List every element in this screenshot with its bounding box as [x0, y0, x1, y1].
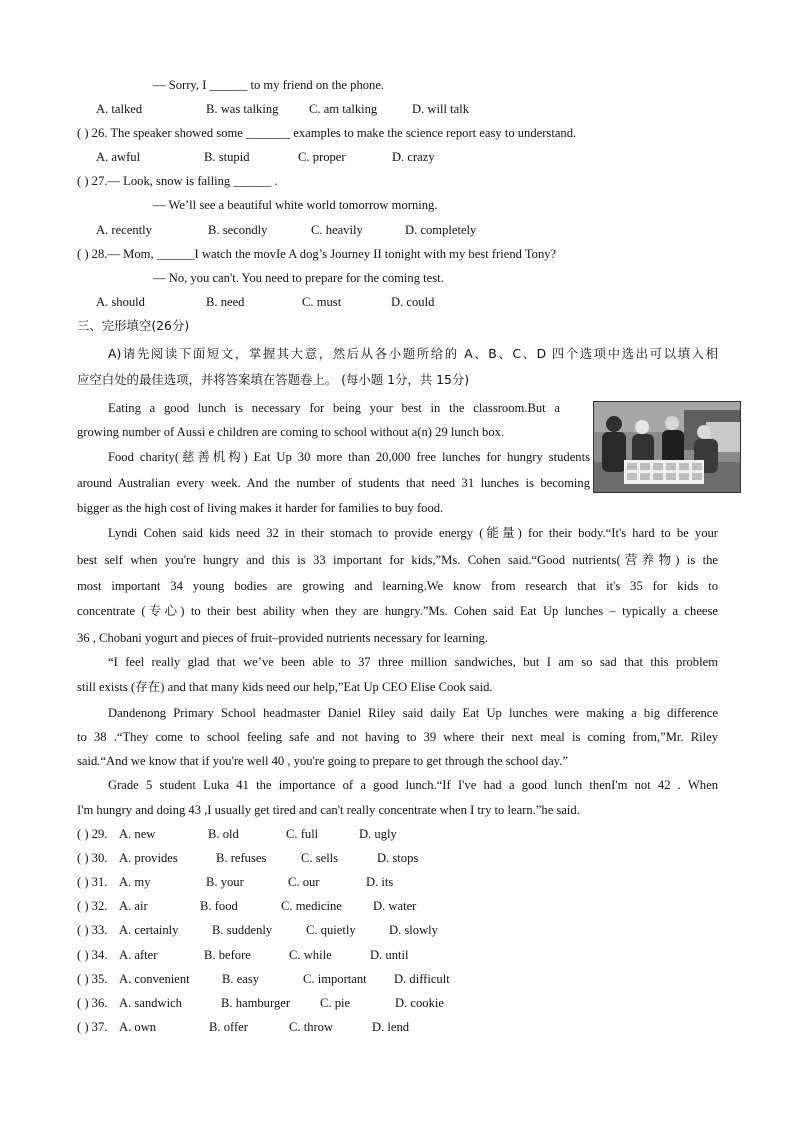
option-a: A. air — [119, 899, 148, 913]
option-d: D. water — [373, 899, 417, 913]
option-a: A. provides — [119, 851, 178, 865]
option-b: B. suddenly — [212, 923, 273, 937]
option-c: C. pie — [320, 996, 351, 1010]
q26-option-a: A. awful — [96, 150, 141, 164]
q26-stem: ( ) 26. The speaker showed some _______ examples to make the science report easy to understand. — [77, 126, 577, 140]
option-a: A. sandwich — [119, 996, 182, 1010]
option-c: C. quietly — [306, 923, 356, 937]
option-a: A. convenient — [119, 972, 190, 986]
option-c: C. full — [286, 827, 319, 841]
question-number: ( ) 35. — [77, 972, 108, 986]
q25-option-d: D. will talk — [412, 102, 470, 116]
option-d: D. until — [370, 948, 409, 962]
option-d: D. slowly — [389, 923, 438, 937]
option-a: A. after — [119, 948, 158, 962]
question-number: ( ) 36. — [77, 996, 108, 1010]
section-heading: 三、完形填空(26分) — [77, 318, 190, 333]
passage-line: said.“And we know that if you're well 40 , you're going to prepare to get through the school day.” — [77, 754, 568, 768]
q25-reply: — Sorry, I ______ to my friend on the phone. — [153, 78, 385, 92]
q27-option-d: D. completely — [405, 223, 477, 237]
q25-option-a: A. talked — [96, 102, 143, 116]
passage-line: Dandenong Primary School headmaster Daniel Riley said daily Eat Up lunches were making a big difference — [108, 706, 718, 720]
students-lunch-photo — [593, 401, 741, 493]
section-instruction-line1: A)请先阅读下面短文，掌握其大意，然后从各小题所给的 A、B、C、D 四个选项中选出可以填入相 — [108, 346, 718, 361]
option-b: B. before — [204, 948, 251, 962]
q28-option-c: C. must — [302, 295, 342, 309]
option-b: B. refuses — [216, 851, 267, 865]
option-d: D. lend — [372, 1020, 410, 1034]
passage-line: growing number of Aussi e children are coming to school without a(n) 29 lunch box. — [77, 425, 505, 439]
option-a: A. new — [119, 827, 156, 841]
question-number: ( ) 37. — [77, 1020, 108, 1034]
option-c: C. our — [288, 875, 320, 889]
option-a: A. certainly — [119, 923, 179, 937]
question-number: ( ) 31. — [77, 875, 108, 889]
option-c: C. important — [303, 972, 367, 986]
passage-line: best self when you're hungry and this is 33 important for kids,”Ms. Cohen said.“Good nutrients(营养物) is the — [77, 553, 718, 567]
option-c: C. while — [289, 948, 332, 962]
option-d: D. ugly — [359, 827, 397, 841]
passage-line: Eating a good lunch is necessary for being your best in the classroom.But a — [108, 401, 560, 415]
passage-line: I'm hungry and doing 43 ,I usually get tired and can't really concentrate when I try to learn.”he said. — [77, 803, 580, 817]
question-number: ( ) 29. — [77, 827, 108, 841]
q26-option-d: D. crazy — [392, 150, 435, 164]
option-a: A. my — [119, 875, 151, 889]
passage-line: bigger as the high cost of living makes it harder for families to buy food. — [77, 501, 444, 515]
q28-reply: — No, you can't. You need to prepare for the coming test. — [153, 271, 444, 285]
question-number: ( ) 32. — [77, 899, 108, 913]
option-d: D. its — [366, 875, 394, 889]
q27-stem: ( ) 27.— Look, snow is falling ______ . — [77, 174, 278, 188]
option-c: C. medicine — [281, 899, 342, 913]
passage-line: Lyndi Cohen said kids need 32 in their stomach to provide energy (能量) for their body.“It's hard to be your — [108, 526, 718, 540]
q27-option-b: B. secondly — [208, 223, 268, 237]
passage-line: still exists (存在) and that many kids need our help,”Eat Up CEO Elise Cook said. — [77, 680, 493, 694]
passage-line: “I feel really glad that we’ve been able to 37 three million sandwiches, but I am so sad that this problem — [108, 655, 718, 669]
q28-option-b: B. need — [206, 295, 245, 309]
option-b: B. easy — [222, 972, 260, 986]
q25-option-b: B. was talking — [206, 102, 279, 116]
question-number: ( ) 33. — [77, 923, 108, 937]
q27-option-c: C. heavily — [311, 223, 363, 237]
q25-option-c: C. am talking — [309, 102, 378, 116]
q27-reply: — We’ll see a beautiful white world tomorrow morning. — [153, 198, 438, 212]
passage-line: Grade 5 student Luka 41 the importance of a good lunch.“If I've had a good lunch thenI'm not 42 . When — [108, 778, 718, 792]
option-b: B. old — [208, 827, 239, 841]
q26-option-b: B. stupid — [204, 150, 250, 164]
q28-stem: ( ) 28.— Mom, ______I watch the movIe A dog’s Journey II tonight with my best friend Tony? — [77, 247, 557, 261]
section-instruction-line2: 应空白处的最佳选项，并将答案填在答题卷上。 (每小题 1分，共 15分) — [77, 372, 470, 387]
option-d: D. cookie — [395, 996, 444, 1010]
q26-option-c: C. proper — [298, 150, 346, 164]
option-b: B. offer — [209, 1020, 248, 1034]
question-number: ( ) 34. — [77, 948, 108, 962]
option-b: B. hamburger — [221, 996, 291, 1010]
question-number: ( ) 30. — [77, 851, 108, 865]
option-d: D. difficult — [394, 972, 450, 986]
option-c: C. sells — [301, 851, 339, 865]
option-b: B. your — [206, 875, 244, 889]
q28-option-d: D. could — [391, 295, 435, 309]
passage-line: around Australian every week. And the number of students that need 31 lunches is becoming — [77, 476, 590, 490]
q27-option-a: A. recently — [96, 223, 152, 237]
option-d: D. stops — [377, 851, 419, 865]
passage-line: concentrate (专心) to their best ability when they are hungry.”Ms. Cohen said Eat Up lunches – typically a cheese — [77, 604, 718, 618]
q28-option-a: A. should — [96, 295, 145, 309]
option-c: C. throw — [289, 1020, 334, 1034]
passage-line: Food charity(慈善机构) Eat Up 30 more than 20,000 free lunches for hungry students — [108, 450, 590, 464]
option-b: B. food — [200, 899, 238, 913]
passage-line: to 38 .“They come to school feeling safe and not having to 39 where their next meal is coming from,”Mr. Riley — [77, 730, 718, 744]
passage-line: most important 34 young bodies are growing and learning.We know from research that it's 35 for kids to — [77, 579, 718, 593]
passage-line: 36 , Chobani yogurt and pieces of fruit–provided nutrients necessary for learning. — [77, 631, 488, 645]
option-a: A. own — [119, 1020, 157, 1034]
